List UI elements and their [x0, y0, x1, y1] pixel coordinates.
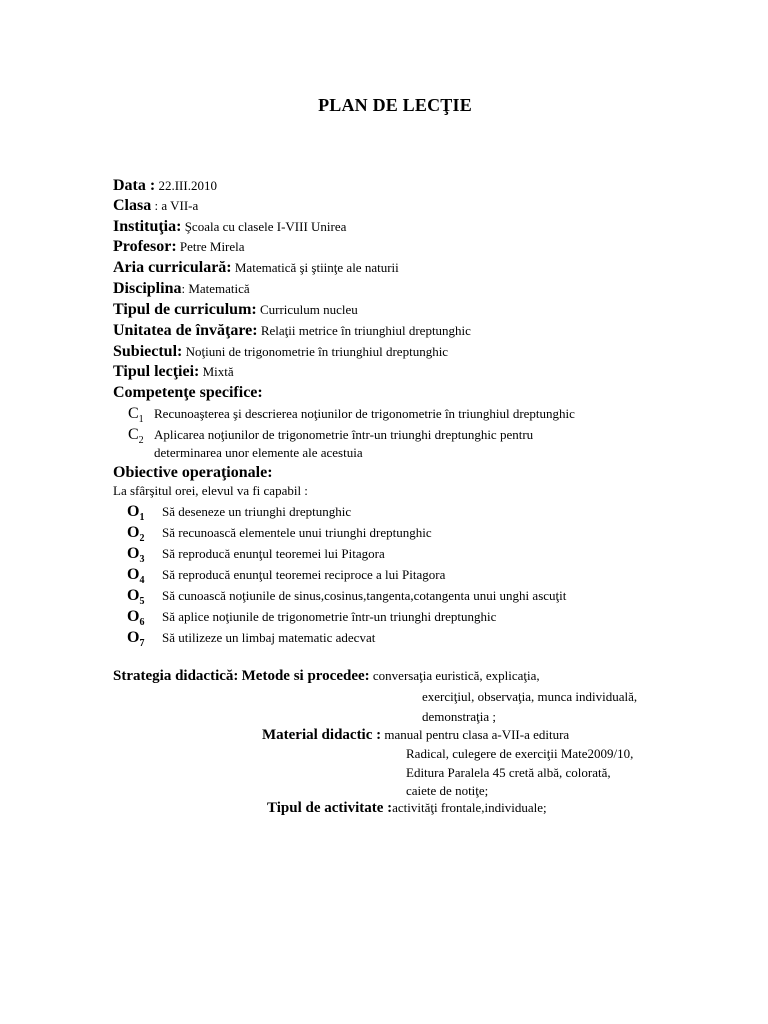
metode-line: demonstraţia ; — [422, 709, 497, 724]
field-tipul-lectiei — [113, 362, 234, 382]
strategia-label: Strategia didactică: — [113, 668, 239, 684]
field-label: Aria curriculară: — [113, 259, 232, 276]
field-label: Tipul lecţiei: — [113, 363, 200, 380]
field-label: Subiectul: — [113, 343, 183, 360]
field-value: Curriculum nucleu — [256, 302, 358, 317]
activitate-label: Tipul de activitate : — [267, 800, 393, 816]
material-row — [262, 727, 569, 744]
activitate-value: activităţi frontale,individuale; — [392, 800, 547, 815]
obiectiv-code: $O_1$ — [127, 503, 145, 524]
field-label: Tipul de curriculum: — [113, 301, 257, 318]
field-value: : a VII-a — [151, 198, 199, 213]
material-line: Editura Paralela 45 cretă albă, colorată, — [406, 765, 611, 780]
field-label: Disciplina — [113, 280, 182, 297]
competenta-text-continued: determinarea unor elemente ale acestuia — [154, 445, 363, 460]
field-value: Matematică şi ştiinţe ale naturii — [231, 260, 399, 275]
field-unitatea — [113, 321, 471, 341]
field-value: Petre Mirela — [176, 239, 245, 254]
obiectiv-item — [127, 628, 375, 654]
field-value: Relaţii metrice în triunghiul dreptunghic — [257, 323, 471, 338]
material-label: Material didactic : — [262, 727, 382, 743]
obiectiv-code: $O_4$ — [127, 566, 145, 587]
field-curriculum — [113, 300, 358, 320]
field-value: 22.III.2010 — [155, 178, 217, 193]
field-aria — [113, 258, 399, 278]
obiective-heading: Obiective operaţionale: — [113, 464, 273, 481]
metode-line: conversaţia euristică, explicaţia, — [372, 668, 540, 683]
field-institutia — [113, 217, 346, 237]
material-line: caiete de notiţe; — [406, 783, 489, 798]
obiectiv-text: Să aplice noţiunile de trigonometrie într-un triunghi dreptunghic — [162, 609, 497, 624]
field-value: : Matematică — [181, 281, 250, 296]
field-label: Clasa — [113, 197, 152, 214]
obiectiv-code: $O_7$ — [127, 629, 145, 650]
obiectiv-text: Să recunoască elementele unui triunghi dreptunghic — [162, 525, 432, 540]
competenta-code: $C_1$ — [128, 405, 144, 426]
activitate-row — [267, 800, 547, 817]
field-data — [113, 176, 217, 196]
material-line: manual pentru clasa a-VII-a editura — [384, 727, 570, 742]
strategia-row — [113, 668, 540, 685]
field-clasa — [113, 196, 198, 216]
obiectiv-code: $O_6$ — [127, 608, 145, 629]
metode-line: exerciţiul, observaţia, munca individuală, — [422, 689, 638, 704]
competenta-text: Aplicarea noţiunilor de trigonometrie într-un triunghi dreptunghic pentru — [154, 427, 534, 442]
field-subiectul — [113, 342, 448, 362]
field-value: Mixtă — [199, 364, 234, 379]
obiectiv-text: Să deseneze un triunghi dreptunghic — [162, 504, 352, 519]
obiective-intro: La sfârşitul orei, elevul va fi capabil : — [113, 483, 308, 498]
field-value: Şcoala cu clasele I-VIII Unirea — [181, 219, 347, 234]
competente-heading: Competenţe specifice: — [113, 384, 263, 401]
competenta-code: $C_2$ — [128, 426, 144, 447]
field-label: Unitatea de învăţare: — [113, 322, 258, 339]
obiectiv-code: $O_5$ — [127, 587, 145, 608]
material-line: Radical, culegere de exerciţii Mate2009/10, — [406, 746, 634, 761]
field-value: Noţiuni de trigonometrie în triunghiul dreptunghic — [182, 344, 449, 359]
obiectiv-text: Să utilizeze un limbaj matematic adecvat — [162, 630, 376, 645]
field-disciplina — [113, 279, 250, 299]
metode-label: Metode si procedee: — [241, 668, 370, 684]
field-label: Instituţia: — [113, 218, 182, 235]
field-label: Profesor: — [113, 238, 177, 255]
obiectiv-code: $O_2$ — [127, 524, 145, 545]
obiectiv-text: Să reproducă enunţul teoremei lui Pitagora — [162, 546, 385, 561]
competenta-text: Recunoaşterea şi descrierea noţiunilor de trigonometrie în triunghiul dreptunghic — [154, 406, 575, 421]
field-profesor — [113, 237, 245, 257]
field-label: Data : — [113, 177, 156, 194]
obiectiv-text: Să cunoască noţiunile de sinus,cosinus,tangenta,cotangenta unui unghi ascuţit — [162, 588, 567, 603]
obiectiv-text: Să reproducă enunţul teoremei reciproce a lui Pitagora — [162, 567, 446, 582]
document-title: PLAN DE LECŢIE — [318, 95, 472, 115]
obiectiv-code: $O_3$ — [127, 545, 145, 566]
